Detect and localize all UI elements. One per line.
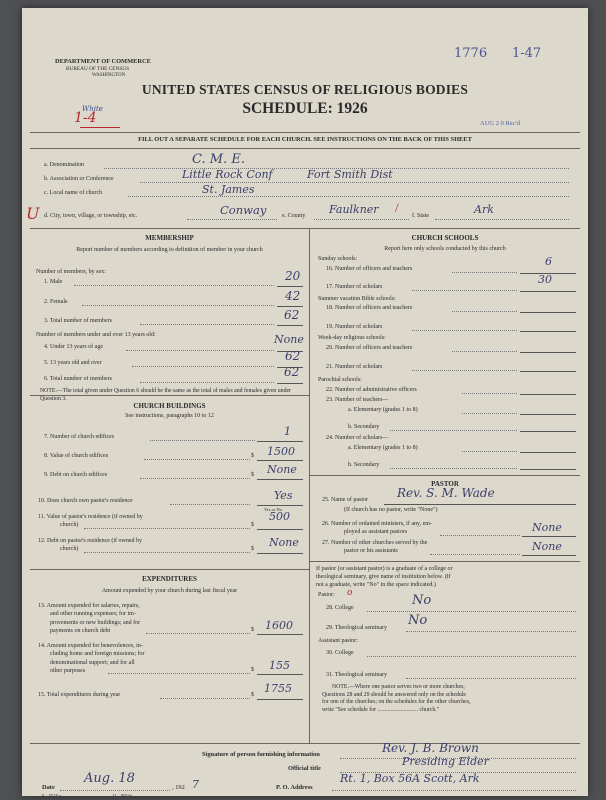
denomination-value: C. M. E.: [192, 152, 245, 167]
q21-label: 21. Number of scholars: [326, 364, 383, 370]
q12-label-a: 12. Debt on pastor's residence (if owned by: [38, 538, 143, 544]
q25-value: Rev. S. M. Wade: [397, 486, 495, 500]
u-mark: U: [26, 204, 40, 223]
asst-label: Assistant pastor:: [318, 638, 358, 644]
q20-label: 20. Number of officers and teachers: [326, 345, 413, 351]
q26-value: None: [532, 521, 562, 534]
q31-label: 31. Theological seminary: [326, 672, 388, 678]
year-digit: 7: [192, 778, 199, 791]
q16-value: 6: [545, 255, 552, 268]
signature-value: Rev. J. B. Brown: [382, 741, 479, 755]
city-label: WASHINGTON: [92, 73, 126, 78]
q19-label: 19. Number of scholars: [326, 324, 383, 330]
expenditures-intro: Amount expended by your church during last fiscal year: [101, 588, 238, 594]
schools-title: CHURCH SCHOOLS: [411, 234, 479, 242]
pastor-note: NOTE.—Where one pastor serves two or more churches, Questions 28 and 29 should be answered only on the schedule for one of the churches; on the schedules for the other churches, write "See schedule for ............................ church.": [322, 684, 471, 713]
date-value: Aug. 18: [84, 771, 135, 786]
dept-label: DEPARTMENT OF COMMERCE: [55, 58, 151, 65]
schools-intro: Report here only schools conducted by this church: [384, 246, 506, 252]
pastor-label: Pastor:: [318, 592, 335, 598]
q8-value: 1500: [267, 445, 295, 458]
q9-label: 9. Debt on church edifices: [44, 472, 108, 478]
q4-label: 4. Under 13 years of age: [44, 344, 103, 350]
received-stamp: AUG 2 0 Rec'd: [480, 120, 520, 127]
q9-value: None: [267, 463, 297, 476]
association-value-1: Little Rock Conf: [182, 168, 273, 181]
q29-label: 29. Theological seminary: [326, 625, 388, 631]
form-schedule: SCHEDULE: 1926: [242, 100, 368, 117]
expenditures-title: EXPENDITURES: [142, 575, 197, 583]
association-label: b. Association or Conference: [44, 176, 114, 182]
form-number-2: 11—9054a: [112, 793, 132, 796]
state-label: f. State: [412, 213, 429, 219]
county-label: e. County: [282, 213, 306, 219]
q11-value: 500: [269, 510, 290, 523]
q23b-label: b. Secondary: [348, 424, 380, 430]
date-label: Date: [42, 784, 55, 791]
buildings-title: CHURCH BUILDINGS: [133, 402, 206, 410]
local-name-label: c. Local name of church: [44, 190, 103, 196]
yes-no-hint: Yes or No: [264, 507, 283, 512]
bureau-label: BUREAU OF THE CENSUS: [66, 66, 130, 72]
q18-label: 18. Number of officers and teachers: [326, 305, 413, 311]
q7-label: 7. Number of church edifices: [44, 434, 115, 440]
q13-value: 1600: [265, 619, 293, 632]
grad-note: If pastor (or assistant pastor) is a graduate of a college or theological seminary, give name of institution below. (If not a graduate, write "No" in the space indicated.): [316, 566, 453, 588]
q14-value: 155: [269, 659, 290, 672]
pastor-title: PASTOR: [431, 480, 459, 488]
membership-title: MEMBERSHIP: [145, 234, 194, 242]
under-over-label: Number of members under and over 13 years old:: [36, 332, 156, 338]
q5-label: 5. 13 years old and over: [44, 360, 102, 366]
weekday-label: Week-day religious schools:: [318, 335, 386, 341]
q7-value: 1: [284, 425, 291, 438]
q27-label-a: 27. Number of other churches served by the: [322, 540, 428, 546]
q6-label: 6. Total number of members: [44, 376, 112, 382]
membership-intro: Report number of members according to definition of member in your church: [76, 247, 263, 253]
membership-note: NOTE.—The total given under Question 6 should be the same as the total of males and females given under Question 3.: [40, 388, 291, 402]
q24a-label: a. Elementary (grades 1 to 8): [348, 445, 418, 451]
q25-note: (If church has no pastor, write "None"): [344, 507, 438, 513]
denomination-label: a. Denomination: [44, 162, 84, 168]
q22-label: 22. Number of administrative officers: [326, 387, 417, 393]
q27-value: None: [532, 540, 562, 553]
address-label: P. O. Address: [276, 784, 313, 791]
q26-label-a: 26. Number of ordained ministers, if any, em-: [322, 521, 432, 527]
form-title: UNITED STATES CENSUS OF RELIGIOUS BODIES: [141, 82, 469, 97]
city-town-value: Conway: [220, 203, 267, 217]
summer-label: Summer vacation Bible schools:: [318, 296, 396, 302]
white-note: White: [82, 105, 103, 113]
q10-value: Yes: [274, 489, 293, 502]
q17-value: 30: [538, 273, 552, 286]
stamp-number-2: 1-47: [512, 46, 542, 61]
stamp-number-1: 1776: [454, 46, 488, 61]
census-schedule-page: DEPARTMENT OF COMMERCE BUREAU OF THE CENSUS WASHINGTON 1776 1-47 UNITED STATES CENSUS OF RELIGIOUS BODIES SCHEDULE: 1926 White 1-4 AUG 2 0 Rec'd FILL OUT A SEPARATE SCHEDULE FOR EACH CHURCH. SEE INSTRUCTIONS ON THE BACK OF THIS SHEET a. Denomination C. M. E. b. Association or Conference Little Rock Conf Fort Smith Dist c. Local name of church St. James U d. City, town, village, or township, etc. Conway e. County Faulkner / f. State Ark MEMBERSHIP Report number of members according to definition of member in your church Number of members, by sex: 1. Male 20 2. Female 42 3. Total number of members 62 Number of members under and over 13 years old: 4. Under 13 years of age None 5. 13 years old and over 62 6. Total number of members 62 NOTE.—The total given under Question 6 should be the same as the total of males and females given under Question 3. CHURCH BUILDINGS See instructions, paragraphs 10 to 12 7. Number of church edifices 1 8. Value of church edifices $ 1500 9. Debt on church edifices $ None 10. Does church own pastor's residence Yes Yes or No 11. Value of pastor's residence (if owned by church) $ 500 12. Debt on pastor's residence (if owned by church) $ None EXPENDITURES Amount expended by your church during last fiscal year 13. Amount expended for salaries, repairs, and other running expenses; for im- provements or new buildings; and for payments on church debt $ 1600 14. Amount expended for benevolences, in- cluding home and foreign missions; for denominational support; and for all other purposes $ 155 15. Total expenditures during year $ 1755 CHURCH SCHOOLS Report here only schools conducted by this church Sunday schools: 16. Number of officers and teachers 6 17. Number of scholars 30 Summer vacation Bible schools: 18. Number of officers and teachers 19. Number of scholars Week-day religious schools: 20. Number of officers and teachers 21. Number of scholars Parochial schools: 22. Number of administrative officers 23. Number of teachers— a. Elementary (grades 1 to 8) b. Secondary 24. Number of scholars— a. Elementary (grades 1 to 8) b. Secondary PASTOR 25. Name of pastor Rev. S. M. Wade (If church has no pastor, write "None") 26. Number of ordained ministers, if any, em- ployed as assistant pastors None 27. Number of other churches served by the pastor or his assistants None If pastor (or assistant pastor) is a graduate of a college or theological seminary, give name of institution below. (If not a graduate, write "No" in the space indicated.) Pastor: o 28. College No 29. Theological seminary No Assistant pastor: 30. College 31. Theological seminary NOTE.—Where one pastor serves two or more churches, Questions 28 and 29 should be answered only on the schedule for one of the churches; on the schedules for the other churches, write "See schedule for ............................ church." Signature of person furnishing information Rev. J. B. Brown Official title Presiding Elder Date Aug. 18 , 192 7 P. O. Address Rt. 1, Box 56A Scott, Ark 6—5518 a 11—9054a: [22, 8, 588, 796]
q14-label: 14. Amount expended for benevolences, in- cluding home and foreign missions; for denominational support; and for all other purposes: [38, 643, 145, 674]
by-sex-label: Number of members, by sex:: [36, 269, 106, 275]
q6-value: 62: [284, 365, 300, 379]
q1-value: 20: [285, 269, 301, 283]
buildings-sub: See instructions, paragraphs 10 to 12: [125, 413, 214, 419]
q10-label: 10. Does church own pastor's residence: [38, 498, 133, 504]
q11-label-b: church): [60, 522, 79, 528]
pastor-mark: o: [347, 588, 353, 598]
q24-label: 24. Number of scholars—: [326, 435, 389, 441]
instruction-line: FILL OUT A SEPARATE SCHEDULE FOR EACH CHURCH. SEE INSTRUCTIONS ON THE BACK OF THIS SHEET: [138, 136, 472, 143]
q24b-label: b. Secondary: [348, 462, 380, 468]
state-value: Ark: [474, 203, 494, 216]
q5-value: 62: [285, 349, 301, 363]
q25-label: 25. Name of pastor: [322, 497, 368, 503]
q3-value: 62: [284, 308, 300, 322]
city-town-label: d. City, town, village, or township, etc.: [44, 213, 138, 219]
sunday-label: Sunday schools:: [318, 256, 358, 262]
q28-label: 28. College: [326, 605, 354, 611]
q30-label: 30. College: [326, 650, 354, 656]
address-value: Rt. 1, Box 56A Scott, Ark: [340, 772, 480, 785]
q27-label-b: pastor or his assistants: [344, 548, 398, 554]
year-prefix: , 192: [172, 784, 185, 791]
q3-label: 3. Total number of members: [44, 318, 112, 324]
q28-value: No: [412, 593, 432, 608]
association-value-2: Fort Smith Dist: [307, 168, 393, 181]
q17-label: 17. Number of scholars: [326, 284, 383, 290]
q15-label: 15. Total expenditures during year: [38, 692, 121, 698]
q11-label-a: 11. Value of pastor's residence (if owned by: [38, 514, 143, 520]
local-name-value: St. James: [202, 183, 255, 196]
q23-label: 23. Number of teachers—: [326, 397, 389, 403]
q26-label-b: ployed as assistant pastors: [344, 529, 408, 535]
q2-label: 2. Female: [44, 299, 68, 305]
signature-label: Signature of person furnishing information: [202, 751, 320, 758]
q1-label: 1. Male: [44, 279, 63, 285]
q2-value: 42: [285, 289, 301, 303]
official-title-label: Official title: [288, 765, 321, 772]
q4-value: None: [274, 333, 304, 346]
code-note: 1-4: [74, 110, 97, 126]
q16-label: 16. Number of officers and teachers: [326, 266, 413, 272]
form-number: 6—5518 a: [42, 793, 61, 796]
q12-label-b: church): [60, 546, 79, 552]
official-title-value: Presiding Elder: [402, 755, 489, 768]
q8-label: 8. Value of church edifices: [44, 453, 109, 459]
q29-value: No: [408, 613, 428, 628]
q15-value: 1755: [264, 682, 292, 695]
county-value: Faulkner: [329, 203, 379, 216]
q13-label: 13. Amount expended for salaries, repairs, and other running expenses; for im- provements or new buildings; and for payments on church debt: [38, 603, 141, 634]
parochial-label: Parochial schools:: [318, 377, 362, 383]
q23a-label: a. Elementary (grades 1 to 8): [348, 407, 418, 413]
q12-value: None: [269, 536, 299, 549]
